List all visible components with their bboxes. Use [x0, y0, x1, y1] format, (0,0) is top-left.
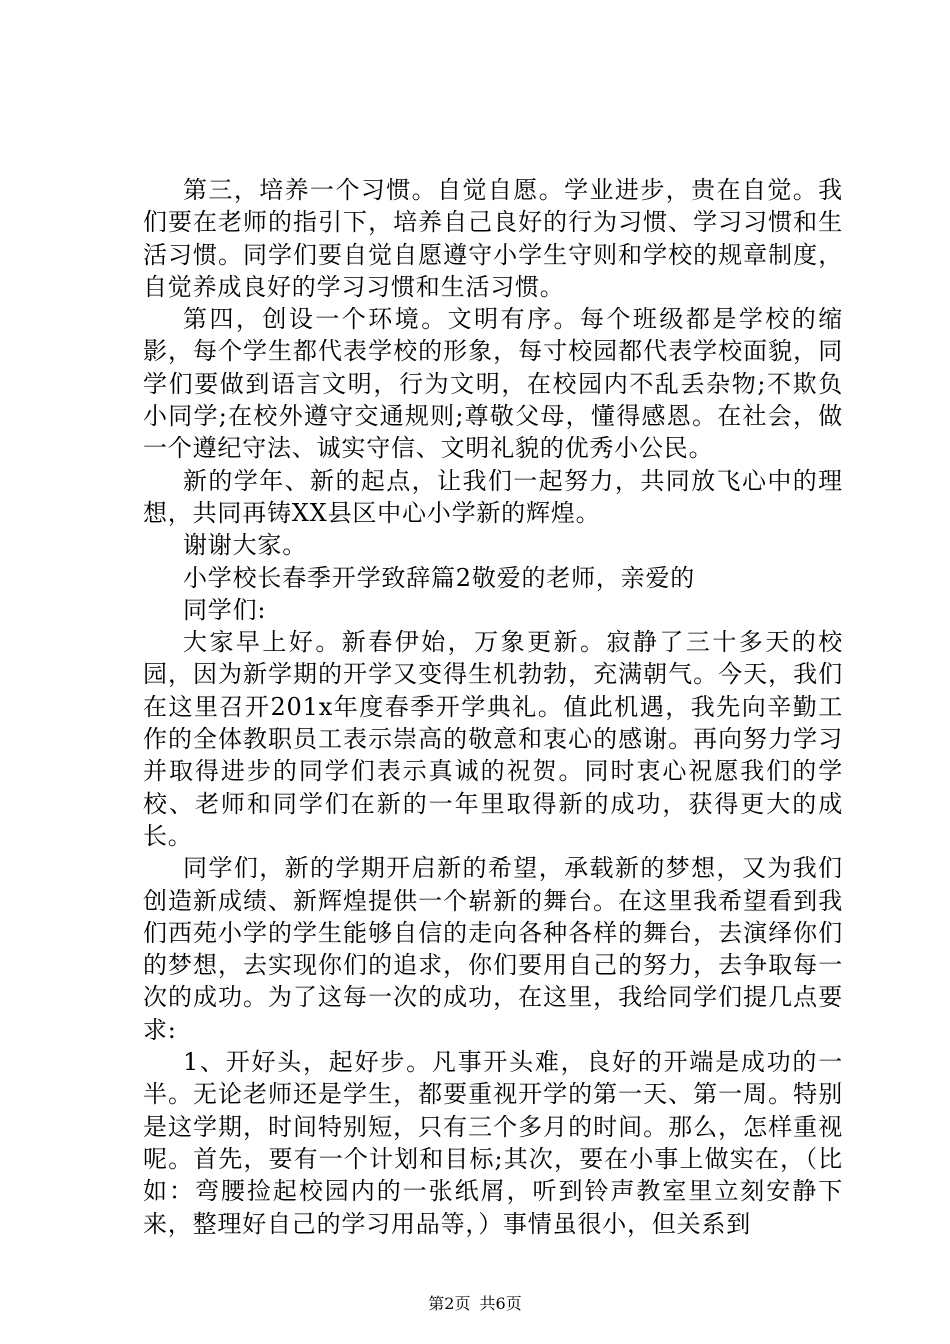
document-body: [143, 174, 843, 1240]
paragraph: 大家早上好。新春伊始，万象更新。寂静了三十多天的校园，因为新学期的开学又变得生机勃勃，充满朝气。今天，我们在这里召开201x年度春季开学典礼。值此机遇，我先向辛勤工作的全体教职员工表示崇高的敬意和衷心的感谢。再向努力学习并取得进步的同学们表示真诚的祝贺。同时衷心祝愿我们的学校、老师和同学们在新的一年里取得新的成功，获得更大的成长。: [143, 628, 843, 850]
page-total: 共6页: [479, 1294, 522, 1313]
paragraph: 1、开好头，起好步。凡事开头难，良好的开端是成功的一半。无论老师还是学生，都要重视开学的第一天、第一周。特别是这学期，时间特别短，只有三个多月的时间。那么，怎样重视呢。首先，要有一个计划和目标;其次，要在小事上做实在，（比如：弯腰捡起校园内的一张纸屑，听到铃声教室里立刻安静下来，整理好自己的学习用品等，）事情虽很小，但关系到: [143, 1048, 843, 1238]
paragraph: 同学们:: [183, 595, 267, 624]
page-number: 第2页: [428, 1294, 471, 1313]
paragraph: 小学校长春季开学致辞篇2敬爱的老师，亲爱的: [183, 563, 696, 592]
page-footer: [0, 1294, 950, 1314]
paragraph: 新的学年、新的起点，让我们一起努力，共同放飞心中的理想，共同再铸XX县区中心小学新的辉煌。: [143, 466, 843, 527]
paragraph: 谢谢大家。: [183, 531, 307, 560]
paragraph: 第三，培养一个习惯。自觉自愿。学业进步，贵在自觉。我们要在老师的指引下，培养自己良好的行为习惯、学习习惯和生活习惯。同学们要自觉自愿遵守小学生守则和学校的规章制度，自觉养成良好的学习习惯和生活习惯。: [143, 176, 843, 301]
paragraph: 第四，创设一个环境。文明有序。每个班级都是学校的缩影，每个学生都代表学校的形象，每寸校园都代表学校面貌，同学们要做到语言文明，行为文明，在校园内不乱丢杂物;不欺负小同学;在校外遵守交通规则;尊敬父母，懂得感恩。在社会，做一个遵纪守法、诚实守信、文明礼貌的优秀小公民。: [143, 305, 843, 463]
paragraph: 同学们，新的学期开启新的希望，承载新的梦想，又为我们创造新成绩、新辉煌提供一个崭新的舞台。在这里我希望看到我们西苑小学的学生能够自信的走向各种各样的舞台，去演绎你们的梦想，去实现你们的追求，你们要用自己的努力，去争取每一次的成功。为了这每一次的成功，在这里，我给同学们提几点要求:: [143, 854, 843, 1044]
